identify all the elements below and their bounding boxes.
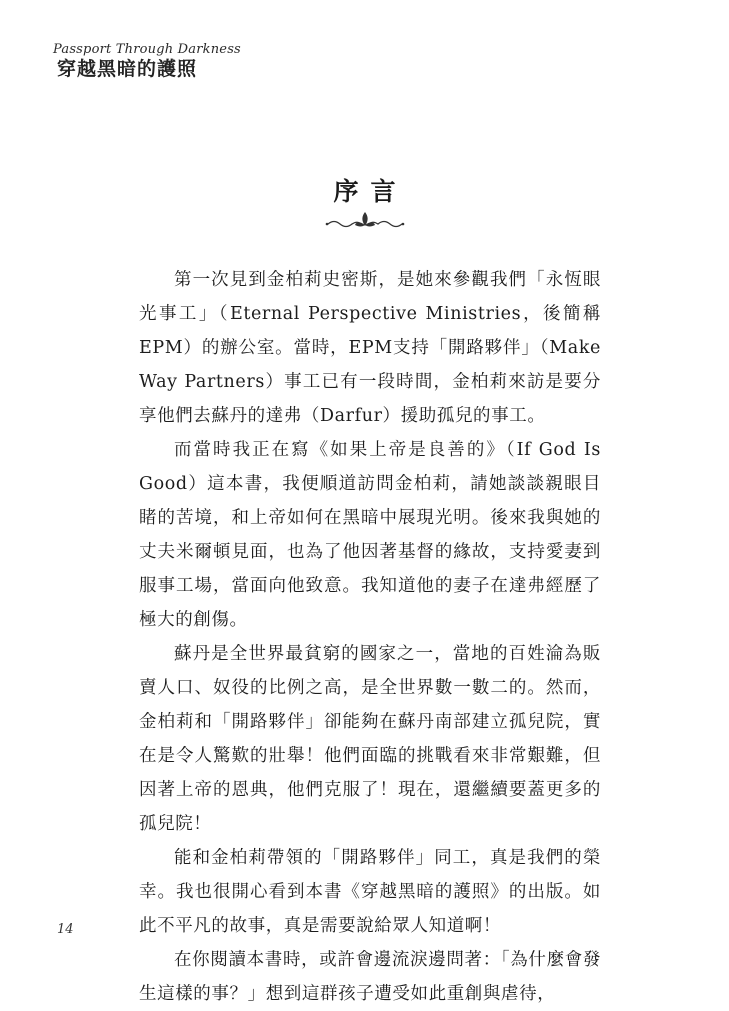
paragraph-2: 而當時我正在寫《如果上帝是良善的》（If God Is Good）這本書，我便順道訪問金柏莉，請她談談親眼目睹的苦境，和上帝如何在黑暗中展現光明。後來我與她的丈夫米爾頓見面，也為了他因著基督的緣故，支持愛妻到服事工場，當面向他致意。我知道他的妻子在達弗經歷了極大的創傷。: [139, 440, 601, 630]
floral-divider-icon: [324, 208, 406, 232]
paragraph-1: 第一次見到金柏莉史密斯，是她來參觀我們「永恆眼光事工」（Eternal Perspective Ministries，後簡稱EPM）的辦公室。當時，EPM支持「開路夥伴」（Make Way Partners）事工已有一段時間，金柏莉來訪是要分享他們去蘇丹的達弗（Darfur）援助孤兒的事工。: [139, 270, 601, 426]
running-header-english-title: Passport Through Darkness: [53, 42, 241, 57]
paragraph-4: 能和金柏莉帶領的「開路夥伴」同工，真是我們的榮幸。我也很開心看到本書《穿越黑暗的護照》的出版。如此不平凡的故事，真是需要說給眾人知道啊！: [139, 848, 601, 936]
paragraph-3: 蘇丹是全世界最貧窮的國家之一，當地的百姓淪為販賣人口、奴役的比例之高，是全世界數一數二的。然而，金柏莉和「開路夥伴」卻能夠在蘇丹南部建立孤兒院，實在是令人驚歎的壯舉！他們面臨的挑戰看來非常艱難，但因著上帝的恩典，他們克服了！現在，還繼續要蓋更多的孤兒院！: [139, 644, 601, 834]
running-header-chinese-title: 穿越黑暗的護照: [57, 58, 198, 80]
paragraph-5: 在你閱讀本書時，或許會邊流淚邊問著：「為什麼會發生這樣的事？」想到這群孩子遭受如此重創與虐待，: [139, 950, 601, 1004]
running-header: [53, 42, 241, 80]
section-title: 序言: [333, 177, 408, 206]
body-text: [139, 263, 601, 1011]
page-number: 14: [57, 922, 74, 937]
